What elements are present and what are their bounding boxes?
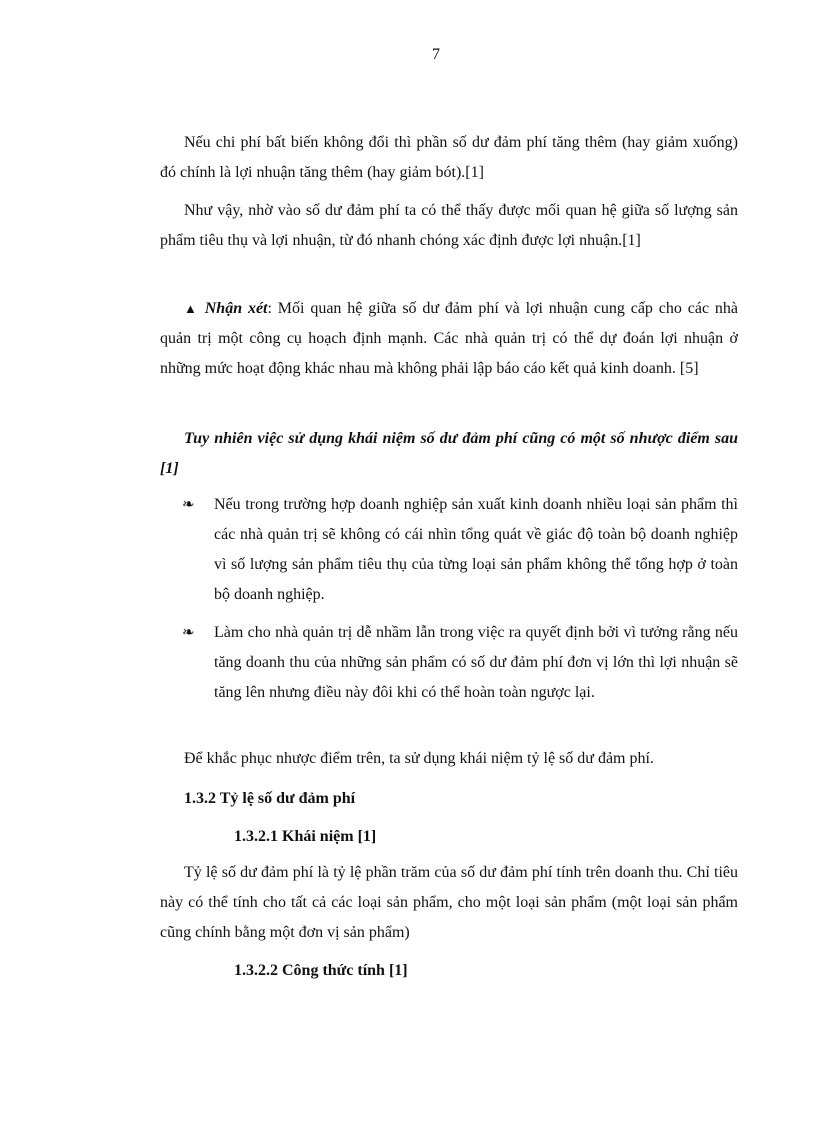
drawback-heading: Tuy nhiên việc sử dụng khái niệm số dư đảm phí cũng có một số nhược điểm sau [1]: [160, 430, 738, 477]
list-item: [182, 490, 738, 610]
list-item-text: Nếu trong trường hợp doanh nghiệp sản xuất kinh doanh nhiều loại sản phẩm thì các nhà quản trị sẽ không có cái nhìn tổng quát về giác độ toàn bộ doanh nghiệp vì số lượng sản phẩm tiêu thụ của từng loại sản phẩm không thể tổng hợp ở toàn bộ doanh nghiệp.: [214, 496, 738, 603]
triangle-bullet-icon: ▲: [184, 301, 199, 316]
paragraph-relationship: Như vậy, nhờ vào số dư đảm phí ta có thể thấy được mối quan hệ giữa số lượng sản phẩm tiêu thụ và lợi nhuận, từ đó nhanh chóng xác định được lợi nhuận.[1]: [160, 202, 738, 249]
page-number: 7: [432, 46, 440, 63]
section-heading-1-3-2-2: 1.3.2.2 Công thức tính [1]: [234, 962, 408, 979]
paragraph-remark: [160, 294, 738, 384]
list-item-text: Làm cho nhà quản trị dễ nhầm lẫn trong việc ra quyết định bởi vì tưởng rằng nếu tăng doanh thu của những sản phẩm có số dư đảm phí đơn vị lớn thì lợi nhuận sẽ tăng lên nhưng điều này đôi khi có thể hoàn toàn ngược lại.: [214, 624, 738, 701]
floral-bullet-icon: ❧: [182, 625, 195, 641]
paragraph-overcome: Để khắc phục nhược điểm trên, ta sử dụng khái niệm tỷ lệ số dư đảm phí.: [184, 750, 654, 767]
section-heading-1-3-2: 1.3.2 Tỷ lệ số dư đảm phí: [184, 790, 356, 807]
remark-label: Nhận xét: [204, 300, 268, 317]
section-heading-1-3-2-1: 1.3.2.1 Khái niệm [1]: [234, 828, 377, 845]
remark-text: : Mối quan hệ giữa số dư đảm phí và lợi nhuận cung cấp cho các nhà quản trị một công cụ hoạch định mạnh. Các nhà quản trị có thể dự đoán lợi nhuận ở những mức hoạt động khác nhau mà không phải lập báo cáo kết quả kinh doanh. [5]: [160, 300, 739, 377]
floral-bullet-icon: ❧: [182, 497, 195, 513]
list-item: [182, 618, 738, 708]
paragraph-fixed-cost: Nếu chi phí bất biến không đổi thì phần số dư đảm phí tăng thêm (hay giảm xuống) đó chính là lợi nhuận tăng thêm (hay giảm bót).[1]: [160, 134, 738, 181]
paragraph-definition: Tỷ lệ số dư đảm phí là tỷ lệ phần trăm của số dư đảm phí tính trên doanh thu. Chỉ tiêu này có thể tính cho tất cả các loại sản phẩm, cho một loại sản phẩm (một loại sản phẩm cũng chính bằng một đơn vị sản phẩm): [160, 864, 738, 941]
